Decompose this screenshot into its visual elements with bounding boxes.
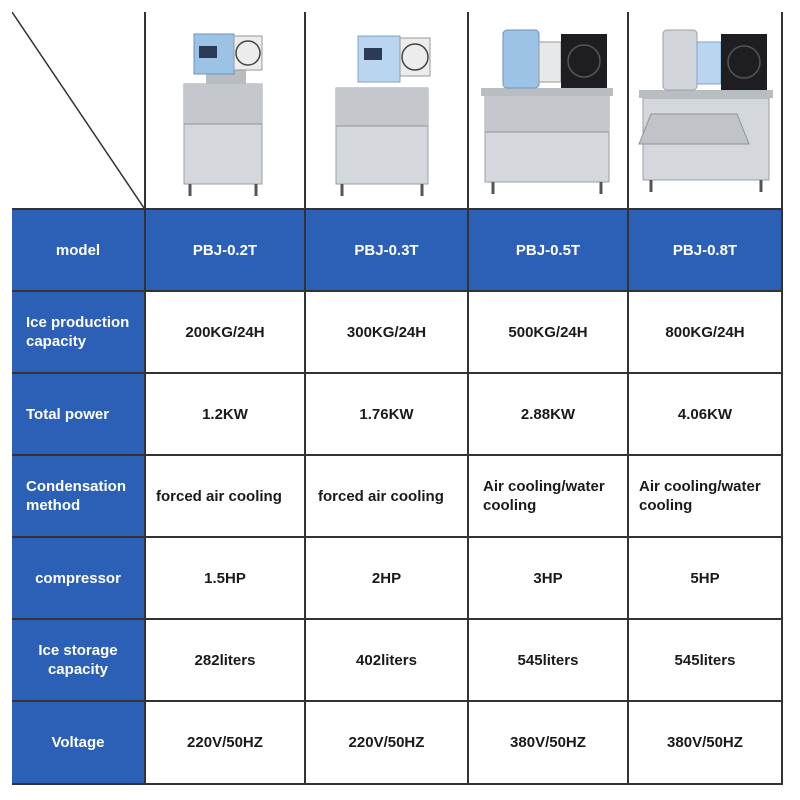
model-header-label xyxy=(12,210,146,292)
cell-value: 4.06KW xyxy=(677,405,733,423)
table-cell xyxy=(469,374,629,456)
cell-value: 2HP xyxy=(371,569,402,587)
table-cell xyxy=(629,538,783,620)
row-label-ice-storage-capacity xyxy=(12,620,146,702)
model-name: PBJ-0.5T xyxy=(515,241,581,259)
cell-value: Air cooling/water cooling xyxy=(639,478,761,514)
table-cell xyxy=(629,374,783,456)
cell-value: Air cooling/water cooling xyxy=(483,478,605,514)
cell-value: 200KG/24H xyxy=(185,323,265,341)
model-label: model xyxy=(55,241,101,259)
row-label: Condensation method xyxy=(26,478,126,514)
table-cell xyxy=(306,456,469,538)
ice-machine-image xyxy=(306,12,467,208)
ice-machine-image-pbj-0-2t xyxy=(146,12,306,210)
ice-machine-image-pbj-0-5t xyxy=(469,12,629,210)
cell-value: 282liters xyxy=(194,651,256,669)
table-cell xyxy=(306,292,469,374)
table-cell xyxy=(469,702,629,785)
row-label-total-power xyxy=(12,374,146,456)
table-cell xyxy=(469,292,629,374)
ice-machine-image-pbj-0-8t xyxy=(629,12,783,210)
row-label-ice-production-capacity xyxy=(12,292,146,374)
model-name: PBJ-0.2T xyxy=(192,241,258,259)
cell-value: forced air cooling xyxy=(156,487,282,505)
model-header-pbj-0-2t xyxy=(146,210,306,292)
table-cell xyxy=(306,538,469,620)
cell-value: 402liters xyxy=(356,651,417,669)
row-label: Ice production capacity xyxy=(26,314,130,350)
model-name: PBJ-0.3T xyxy=(354,241,419,259)
cell-value: 300KG/24H xyxy=(346,323,427,341)
table-cell xyxy=(306,620,469,702)
table-cell xyxy=(146,292,306,374)
table-cell xyxy=(306,374,469,456)
table-cell xyxy=(629,702,783,785)
table-cell xyxy=(306,702,469,785)
table-cell xyxy=(629,456,783,538)
table-cell xyxy=(629,292,783,374)
cell-value: 1.2KW xyxy=(202,405,248,423)
row-label-compressor xyxy=(12,538,146,620)
table-cell xyxy=(146,538,306,620)
corner-cell xyxy=(12,12,146,210)
cell-value: forced air cooling xyxy=(318,487,444,505)
table-cell xyxy=(146,702,306,785)
ice-machine-image xyxy=(469,12,627,208)
model-header-pbj-0-8t xyxy=(629,210,783,292)
table-cell xyxy=(146,374,306,456)
cell-value: 1.5HP xyxy=(204,569,246,587)
model-header-pbj-0-5t xyxy=(469,210,629,292)
row-label: compressor xyxy=(35,569,121,587)
table-cell xyxy=(469,538,629,620)
ice-machine-image-pbj-0-3t xyxy=(306,12,469,210)
table-cell xyxy=(629,620,783,702)
cell-value: 380V/50HZ xyxy=(510,734,586,751)
cell-value: 5HP xyxy=(690,569,720,587)
row-label-condensation-method xyxy=(12,456,146,538)
cell-value: 380V/50HZ xyxy=(667,734,743,751)
table-cell xyxy=(146,456,306,538)
ice-machine-image xyxy=(146,12,304,208)
cell-value: 3HP xyxy=(533,569,563,587)
cell-value: 500KG/24H xyxy=(508,323,588,341)
table-cell xyxy=(146,620,306,702)
cell-value: 1.76KW xyxy=(359,405,414,423)
cell-value: 800KG/24H xyxy=(665,323,745,341)
model-name: PBJ-0.8T xyxy=(672,241,738,259)
cell-value: 545liters xyxy=(674,651,736,669)
cell-value: 220V/50HZ xyxy=(187,734,263,751)
cell-value: 545liters xyxy=(517,651,579,669)
row-label: Ice storage capacity xyxy=(38,642,118,678)
diagonal-line xyxy=(12,12,144,208)
model-header-pbj-0-3t xyxy=(306,210,469,292)
table-cell xyxy=(469,620,629,702)
cell-value: 220V/50HZ xyxy=(348,734,425,751)
table-cell xyxy=(469,456,629,538)
cell-value: 2.88KW xyxy=(520,405,576,423)
row-label-voltage xyxy=(12,702,146,785)
row-label: Voltage xyxy=(51,734,105,751)
ice-machine-image xyxy=(629,12,781,208)
row-label: Total power xyxy=(26,405,110,423)
